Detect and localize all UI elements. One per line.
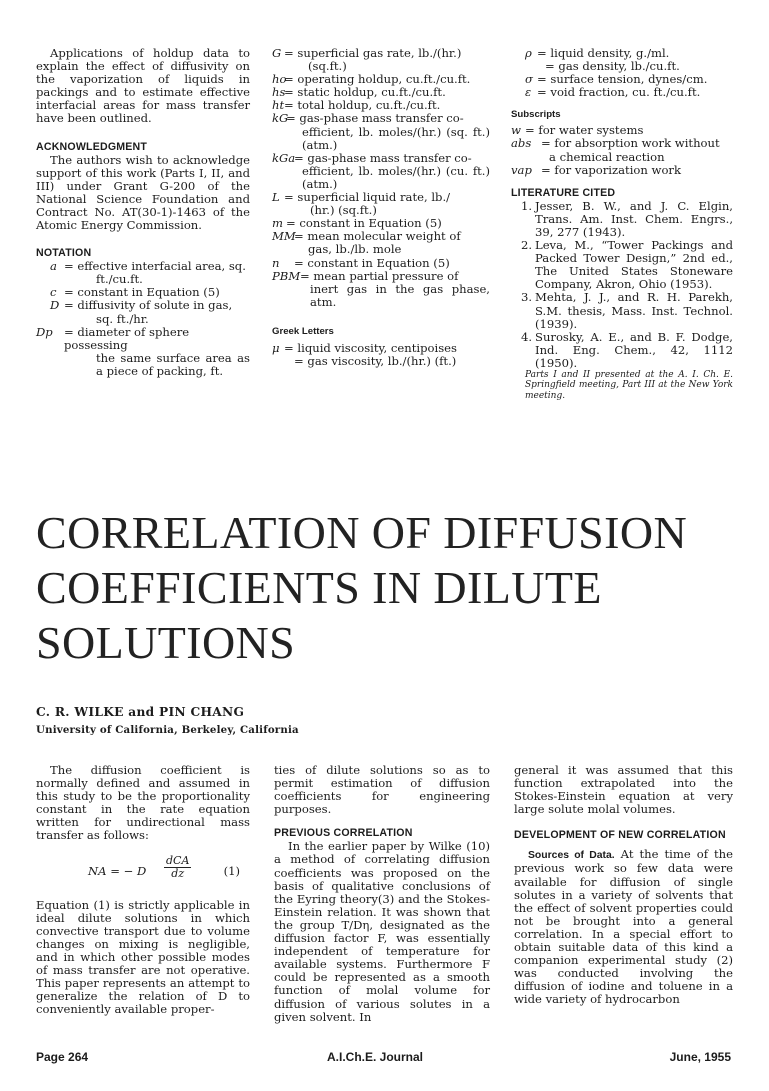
notation-desc: = static holdup, cu.ft./cu.ft.	[284, 85, 446, 100]
notation-desc: = constant in Equation (5)	[64, 285, 220, 300]
notation-desc: = diffusivity of solute in gas,	[64, 298, 233, 313]
title-line: CORRELATION OF DIFFUSION	[36, 507, 688, 558]
article-column-2	[274, 764, 490, 1024]
equation-number: (1)	[223, 863, 240, 878]
greek-desc: = gas viscosity, lb./(hr.) (ft.)	[294, 353, 457, 368]
top-column-1	[36, 47, 250, 378]
page-number: Page 264	[36, 1050, 89, 1064]
notation-symbol: D	[50, 298, 60, 313]
sources-of-data-text: At the time of the previous work so few data were available for diffusion of single solutes in a variety of solvents that the effect of solvent properties could not be brought into a general correlation. In a special effort to obtain suitable data of this kind a companion experimental study (2) was conducted involving the diffusion of iodine and toluene in a wide variety of hydrocarbon	[514, 847, 734, 1007]
notation-symbol: L	[272, 190, 280, 205]
notation-item	[50, 260, 250, 286]
notation-desc: = superficial liquid rate, lb./	[284, 190, 451, 205]
presentation-footnote: Parts I and II presented at the A. I. Ch. E. Springfield meeting, Part III at the New York meeting.	[525, 369, 733, 401]
greek-desc: = surface tension, dynes/cm.	[537, 72, 708, 87]
literature-cited-heading: LITERATURE CITED	[511, 186, 616, 199]
greek-letters-heading: Greek Letters	[272, 325, 334, 337]
reference-text: Leva, M., “Tower Packings and Packed Tower Design,” 2nd ed., The United States Stoneware Company, Akron, Ohio (1953).	[535, 238, 733, 292]
equation-numerator: dCA	[166, 853, 190, 867]
notation-cont: (sq.ft.)	[308, 59, 347, 74]
notation-heading: NOTATION	[36, 247, 92, 260]
notation-item	[272, 112, 490, 151]
notation-desc: = operating holdup, cu.ft./cu.ft.	[284, 72, 471, 87]
subscript-desc: = for water systems	[525, 123, 644, 138]
notation-item	[50, 299, 250, 325]
subscript-item	[511, 137, 733, 163]
notation-symbol: ht	[272, 98, 285, 113]
top-column-2	[272, 47, 490, 368]
notation-cont: the same surface area as a piece of packing, ft.	[96, 350, 250, 378]
reference-number: 1.	[521, 198, 533, 213]
acknowledgment-heading: ACKNOWLEDGMENT	[36, 140, 148, 153]
development-heading: DEVELOPMENT OF NEW CORRELATION	[514, 829, 726, 842]
greek-desc: = gas density, lb./cu.ft.	[545, 59, 680, 74]
notation-cont: sq. ft./hr.	[96, 311, 149, 326]
notation-desc: = mean molecular weight of	[294, 229, 461, 244]
previous-correlation-paragraph: In the earlier paper by Wilke (10) a method of correlating diffusion coefficients was proposed on the basis of qualitative conclusions of the Eyring theory(3) and the Stokes-Einstein relation. It was shown that the group T/Dη, designated as the diffusion factor F, was essentially independent of temperature for available systems. Furthermore F could be represented as a smooth function of molal volume for diffusion of various solutes in a given solvent. In	[274, 839, 490, 1024]
greek-symbol: ρ	[525, 46, 532, 60]
greek-symbol: σ	[525, 72, 533, 87]
notation-symbol: c	[50, 285, 57, 300]
equation-1	[36, 855, 250, 889]
notation-symbol: G	[272, 46, 282, 60]
notation-desc: = constant in Equation (5)	[294, 255, 450, 270]
notation-symbol: MM	[272, 229, 296, 244]
notation-desc: = gas-phase mass transfer co-	[286, 111, 464, 126]
title-line: COEFFICIENTS IN DILUTE	[36, 562, 602, 613]
notation-item	[272, 270, 490, 309]
notation-cont: efficient, lb. moles/(hr.) (cu. ft.) (atm.)	[302, 163, 490, 191]
notation-desc: = diameter of sphere possessing	[64, 324, 190, 352]
subscript-symbol: w	[511, 123, 521, 138]
notation-list-2	[272, 47, 490, 309]
notation-item	[272, 47, 490, 73]
journal-name: A.I.Ch.E. Journal	[327, 1050, 424, 1064]
previous-correlation-heading: PREVIOUS CORRELATION	[274, 827, 413, 840]
subscript-cont: a chemical reaction	[549, 149, 665, 164]
greek-desc: = void fraction, cu. ft./cu.ft.	[537, 85, 701, 100]
reference-item	[521, 291, 733, 330]
notation-cont: inert gas in the gas phase, atm.	[310, 281, 490, 309]
equation-denominator: dz	[171, 866, 185, 880]
notation-symbol: a	[50, 259, 57, 274]
authors: C. R. WILKE and PIN CHANG	[36, 705, 245, 719]
notation-cont: efficient, lb. moles/(hr.) (sq. ft.) (atm.)	[302, 124, 490, 152]
notation-desc: = constant in Equation (5)	[286, 216, 442, 231]
equation-fraction	[164, 855, 191, 880]
notation-symbol: kGa	[272, 150, 296, 165]
intro-paragraph: The diffusion coefficient is normally defined and assumed in this study to be the proportionality constant in the rate equation written for undirectional mass transfer as follows:	[36, 763, 250, 843]
reference-item	[521, 331, 733, 370]
notation-desc: = total holdup, cu.ft./cu.ft.	[284, 98, 441, 113]
notation-symbol: ho	[272, 72, 287, 87]
reference-number: 4.	[521, 329, 533, 344]
notation-item	[272, 230, 490, 256]
affiliation: University of California, Berkeley, California	[36, 724, 299, 736]
continued-paragraph-3: general it was assumed that this function extrapolated into the Stokes-Einstein equation at very large solute molal volumes.	[514, 763, 733, 817]
reference-text: Surosky, A. E., and B. F. Dodge, Ind. Eng. Chem., 42, 1112 (1950).	[535, 329, 733, 370]
reference-item	[521, 200, 733, 239]
subscript-item	[511, 164, 733, 177]
reference-text: Mehta, J. J., and R. H. Parekh, S.M. thesis, Mass. Inst. Technol. (1939).	[535, 290, 733, 331]
top-column-3	[511, 47, 733, 401]
subscript-desc: = for absorption work without	[541, 136, 720, 151]
greek-item	[272, 355, 490, 368]
greek-symbol: ε	[525, 85, 532, 100]
notation-symbol: Dp	[36, 324, 53, 339]
notation-item	[272, 152, 490, 191]
holdup-paragraph: Applications of holdup data to explain the effect of diffusivity on the vaporization of liquids in packings and to estimate effective interfacial areas for mass transfer have been outlined.	[36, 46, 250, 126]
title-line: SOLUTIONS	[36, 617, 296, 668]
greek-item	[525, 86, 733, 99]
issue-date: June, 1955	[669, 1050, 731, 1064]
reference-text: Jesser, B. W., and J. C. Elgin, Trans. Am. Inst. Chem. Engrs., 39, 277 (1943).	[535, 198, 733, 239]
subscript-symbol: vap	[511, 162, 532, 177]
notation-list	[36, 260, 250, 378]
greek-symbol: μ	[272, 340, 280, 355]
acknowledgment-text: The authors wish to acknowledge support of this work (Parts I, II, and III) under Grant G-200 of the National Science Foundation and Contract No. AT(30-1)-1463 of the Atomic Energy Commission.	[36, 152, 250, 233]
article-title	[36, 505, 687, 670]
notation-symbol: PBM	[272, 268, 301, 283]
notation-symbol: kG	[272, 111, 289, 126]
notation-cont: ft./cu.ft.	[96, 272, 143, 287]
continued-paragraph: ties of dilute solutions so as to permit estimation of diffusion coefficients for engineering purposes.	[274, 763, 490, 817]
notation-item	[36, 326, 250, 378]
greek-desc: = liquid viscosity, centipoises	[284, 340, 457, 355]
subscript-desc: = for vaporization work	[541, 162, 682, 177]
greek-item	[272, 342, 490, 355]
subscript-symbol: abs	[511, 136, 532, 151]
greek-desc: = liquid density, g./ml.	[537, 46, 670, 60]
notation-symbol: m	[272, 216, 283, 231]
article-column-1	[36, 764, 250, 1016]
sources-of-data-lead: Sources of Data.	[528, 850, 615, 862]
equation-lhs: NA = − D	[88, 863, 147, 878]
reference-item	[521, 239, 733, 291]
notation-cont: gas, lb./lb. mole	[308, 242, 402, 257]
notation-desc: = effective interfacial area, sq.	[64, 259, 246, 274]
subscripts-heading: Subscripts	[511, 109, 561, 121]
reference-number: 3.	[521, 290, 533, 305]
notation-symbol: n	[272, 255, 280, 270]
article-column-3	[514, 764, 733, 1007]
notation-item	[272, 191, 490, 217]
equation-discussion-paragraph: Equation (1) is strictly applicable in ideal dilute solutions in which convective transport due to volume changes on mixing is negligible, and in which other possible modes of mass transfer are not operative. This paper represents an attempt to generalize the relation of D to conveniently available proper-	[36, 897, 250, 1017]
sources-of-data-paragraph	[514, 848, 733, 1006]
reference-number: 2.	[521, 238, 533, 253]
notation-desc: = gas-phase mass transfer co-	[294, 150, 472, 165]
notation-cont: (hr.) (sq.ft.)	[310, 203, 377, 218]
notation-desc: = superficial gas rate, lb./(hr.)	[284, 46, 462, 60]
notation-item	[272, 257, 490, 270]
notation-desc: = mean partial pressure of	[300, 268, 459, 283]
notation-symbol: hs	[272, 85, 286, 100]
